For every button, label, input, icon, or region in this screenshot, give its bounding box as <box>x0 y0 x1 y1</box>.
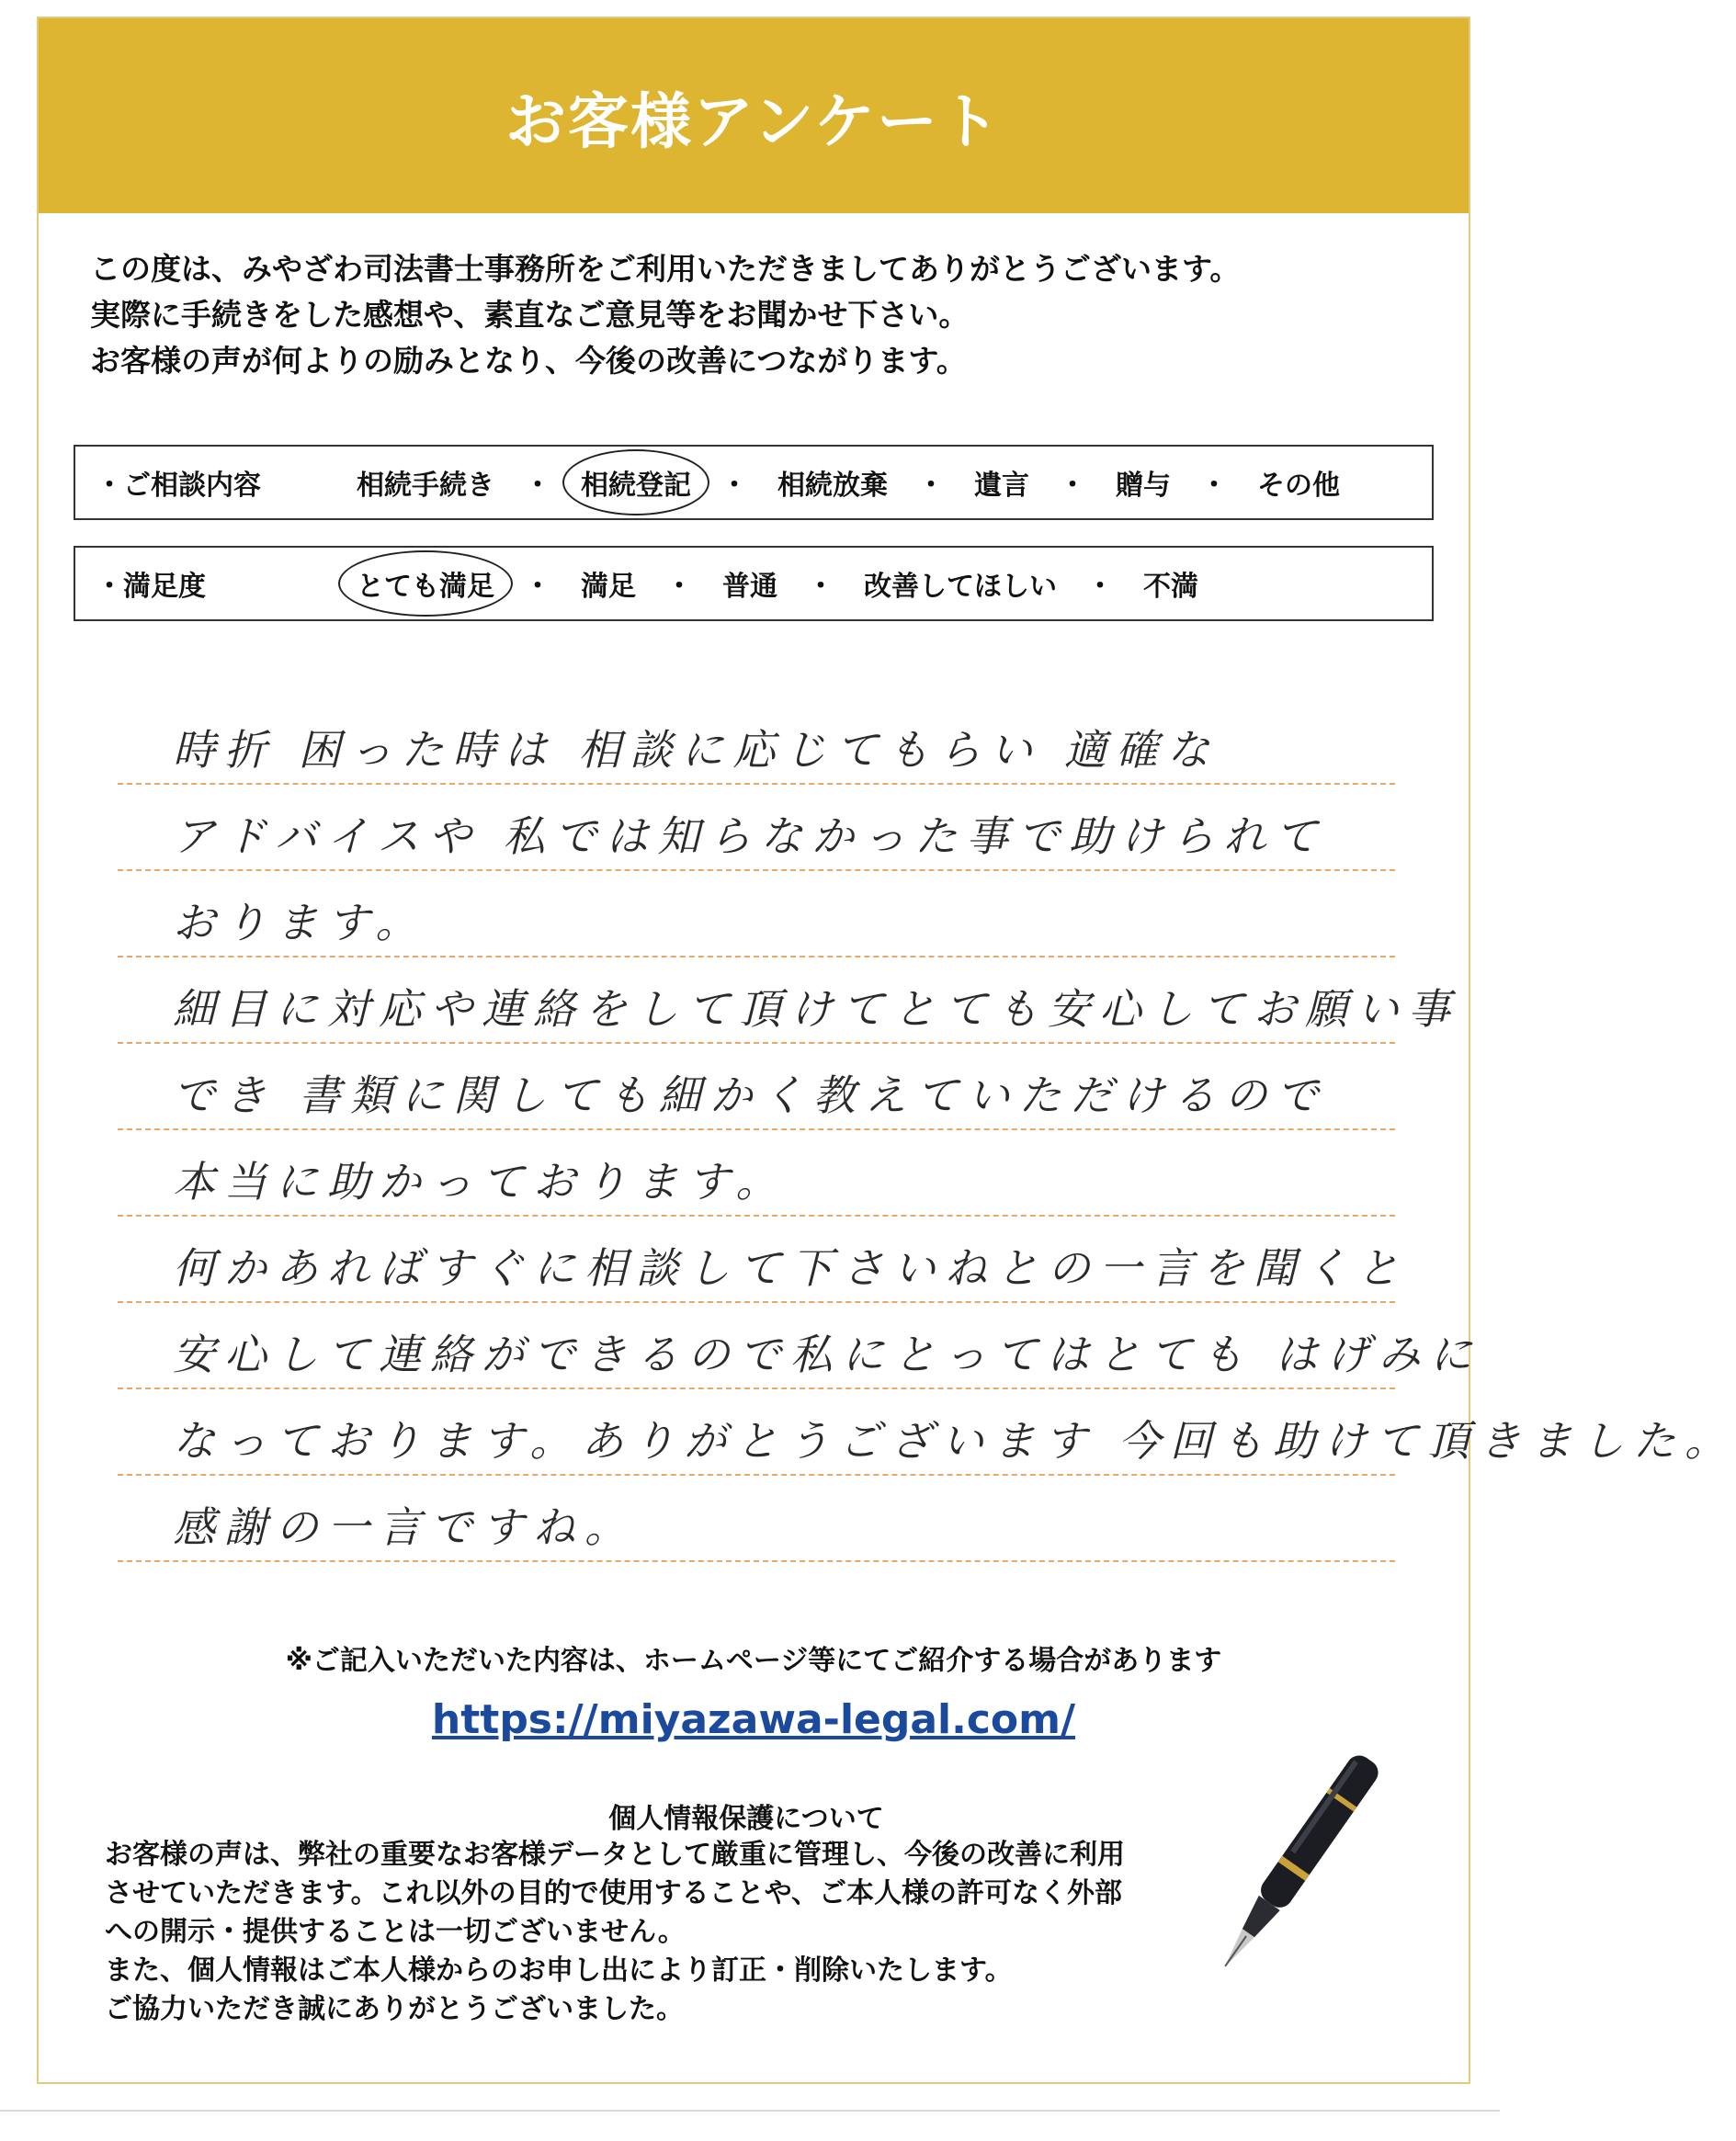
satisfaction-option[interactable]: とても満足 <box>351 563 500 604</box>
consultation-option[interactable]: 相続登記 <box>575 462 697 503</box>
disclosure-notice: ※ご記入いただいた内容は、ホームページ等にてご紹介する場合があります <box>285 1645 1222 1677</box>
privacy-line: への開示・提供することは一切ございません。 <box>105 1916 686 1948</box>
comment-line <box>118 1303 1481 1389</box>
consultation-separator: ・ <box>720 470 748 502</box>
handwritten-text: 本当に助かっております。 <box>173 1157 788 1206</box>
satisfaction-separator: ・ <box>665 571 693 603</box>
fountain-pen-icon <box>1195 1728 1397 2003</box>
satisfaction-separator: ・ <box>807 571 834 603</box>
satisfaction-separator: ・ <box>524 571 551 603</box>
satisfaction-separator: ・ <box>1086 571 1114 603</box>
privacy-line: ご協力いただき誠にありがとうございました。 <box>105 1993 684 2025</box>
comment-line <box>118 957 1459 1044</box>
consultation-separator: ・ <box>1059 470 1086 502</box>
consultation-option[interactable]: 贈与 <box>1116 470 1171 502</box>
consultation-option[interactable]: 相続手続き <box>357 470 494 502</box>
satisfaction-box <box>74 546 1434 621</box>
intro-line: 実際に手続きをした感想や、素直なご意見等をお聞かせ下さい。 <box>90 297 970 333</box>
comment-line <box>118 1389 1736 1476</box>
handwritten-text: 時折 困った時は 相談に応じてもらい 適確な <box>173 725 1219 775</box>
comment-line <box>118 1217 1408 1303</box>
satisfaction-label: ・満足度 <box>96 571 206 603</box>
comment-line <box>118 871 1395 957</box>
comment-line <box>118 1476 1395 1562</box>
consultation-options <box>351 447 1432 518</box>
consultation-separator: ・ <box>917 470 945 502</box>
comment-area <box>118 698 1736 1562</box>
header-banner <box>39 18 1469 213</box>
satisfaction-option[interactable]: 満足 <box>581 571 636 603</box>
consultation-option[interactable]: 相続放棄 <box>777 470 888 502</box>
privacy-line: お客様の声は、弊社の重要なお客様データとして厳重に管理し、今後の改善に利用 <box>105 1839 1125 1871</box>
consultation-separator: ・ <box>524 470 551 502</box>
handwritten-text: なっております。ありがとうございます 今回も助けて頂きました。 <box>173 1416 1736 1466</box>
comment-line <box>118 1130 1395 1217</box>
handwritten-text: でき 書類に関しても細かく教えていただけるので <box>173 1070 1328 1120</box>
handwritten-text: アドバイスや 私では知らなかった事で助けられて <box>173 811 1327 861</box>
comment-line <box>118 785 1395 871</box>
consultation-label: ・ご相談内容 <box>96 470 261 502</box>
privacy-line: させていただきます。これ以外の目的で使用することや、ご本人様の許可なく外部 <box>105 1877 1122 1909</box>
satisfaction-options <box>351 548 1432 619</box>
comment-line <box>118 1044 1395 1130</box>
bottom-divider <box>0 2110 1500 2112</box>
consultation-option[interactable]: 遺言 <box>974 470 1029 502</box>
page-title: お客様アンケート <box>505 85 1003 157</box>
privacy-text <box>105 1836 1254 2029</box>
website-link[interactable]: https://miyazawa-legal.com/ <box>431 1696 1076 1743</box>
handwritten-text: 細目に対応や連絡をして頂けてとても安心してお願い事 <box>173 984 1459 1034</box>
handwritten-text: 安心して連絡ができるので私にとってはとても はげみに <box>173 1330 1481 1379</box>
intro-text <box>90 246 1432 384</box>
intro-line: お客様の声が何よりの励みとなり、今後の改善につながります。 <box>90 343 967 379</box>
intro-line: この度は、みやざわ司法書士事務所をご利用いただきましてありがとうございます。 <box>90 251 1241 287</box>
satisfaction-option[interactable]: 不満 <box>1143 571 1198 603</box>
handwritten-text: おります。 <box>173 898 427 947</box>
consultation-separator: ・ <box>1200 470 1228 502</box>
privacy-line: また、個人情報はご本人様からのお申し出により訂正・削除いたします。 <box>105 1954 1013 1987</box>
consultation-option[interactable]: その他 <box>1257 470 1340 502</box>
satisfaction-option[interactable]: 普通 <box>722 571 777 603</box>
consultation-box <box>74 445 1434 520</box>
handwritten-text: 何かあればすぐに相談して下さいねとの一言を聞くと <box>173 1243 1408 1293</box>
handwritten-text: 感謝の一言ですね。 <box>173 1502 636 1552</box>
comment-line <box>118 698 1395 785</box>
satisfaction-option[interactable]: 改善してほしい <box>864 571 1057 603</box>
privacy-heading: 個人情報保護について <box>608 1803 884 1835</box>
